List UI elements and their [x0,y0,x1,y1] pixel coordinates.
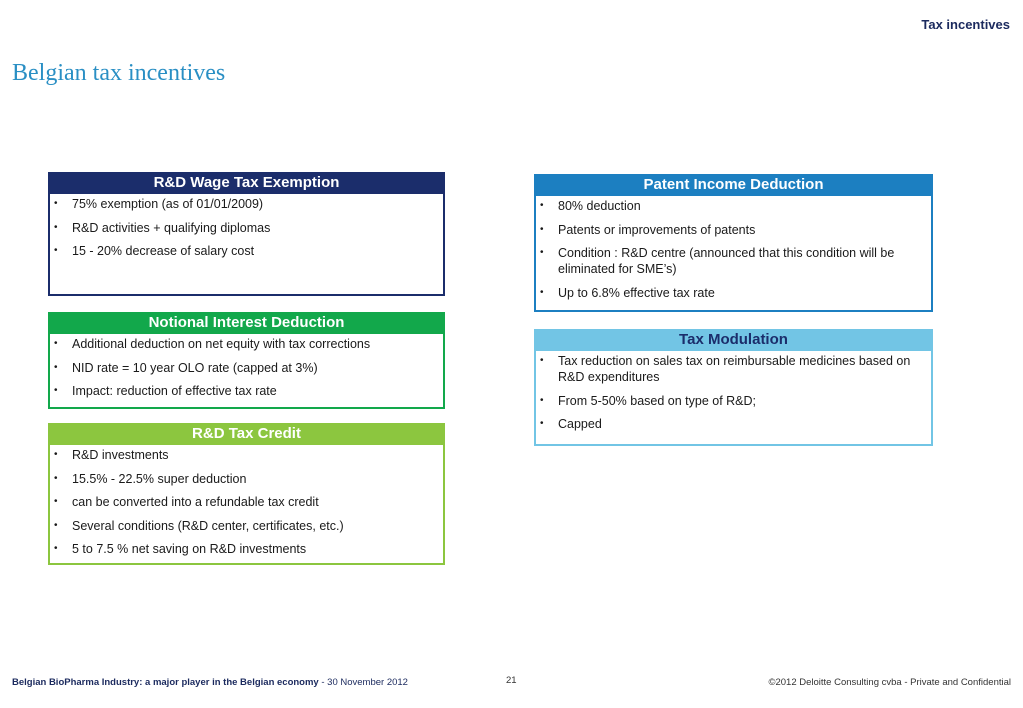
footer-copyright: ©2012 Deloitte Consulting cvba - Private and Confidential [768,677,1011,688]
box-header: Notional Interest Deduction [48,312,445,334]
bullet-list [50,445,443,557]
footer-title-bold: Belgian BioPharma Industry: a major player in the Belgian economy [12,677,319,688]
list-item: • 5 to 7.5 % net saving on R&D investments [54,542,307,556]
bullet-icon: • [540,286,544,298]
bullet-icon: • [54,361,58,373]
bullet-list [536,351,931,432]
box-rd-wage-tax-exemption [48,172,445,296]
page-title: Belgian tax incentives [12,60,226,86]
list-item: • Condition : R&D centre (announced that this condition will be eliminated for SME’s) [540,246,895,276]
list-item: • R&D activities + qualifying diplomas [54,220,271,235]
list-item: • can be converted into a refundable tax credit [54,495,319,509]
box-header: R&D Tax Credit [48,423,445,445]
bullet-icon: • [54,496,58,507]
list-item: • 80% deduction [540,199,641,213]
list-item: • Capped [540,417,602,431]
list-item: • Patents or improvements of patents [540,222,756,237]
bullet-list [50,194,443,259]
bullet-icon: • [54,338,58,349]
list-item: • NID rate = 10 year OLO rate (capped at 3%) [54,360,318,375]
list-item: • R&D investments [54,448,169,462]
bullet-icon: • [54,221,58,233]
list-item: • 15 - 20% decrease of salary cost [54,244,255,258]
list-item: • From 5-50% based on type of R&D; [540,393,757,408]
bullet-icon: • [540,418,544,429]
footer-document-title [12,677,408,688]
box-header: Tax Modulation [534,329,933,351]
page-number: 21 [506,675,517,686]
box-patent-income-deduction [534,174,933,312]
bullet-icon: • [54,543,58,554]
bullet-icon: • [540,200,544,211]
list-item: • 15.5% - 22.5% super deduction [54,471,247,486]
list-item: • Several conditions (R&D center, certificates, etc.) [54,518,344,533]
section-label: Tax incentives [921,17,1010,32]
bullet-icon: • [540,394,544,406]
bullet-list [536,196,931,301]
bullet-icon: • [54,519,58,531]
bullet-list [50,334,443,399]
bullet-icon: • [540,247,544,258]
bullet-icon: • [54,385,58,396]
box-notional-interest-deduction [48,312,445,409]
list-item: • Up to 6.8% effective tax rate [540,285,715,300]
bullet-icon: • [54,198,58,209]
bullet-icon: • [54,472,58,484]
bullet-icon: • [540,355,544,366]
bullet-icon: • [54,245,58,256]
box-rd-tax-credit [48,423,445,565]
list-item: • Additional deduction on net equity with tax corrections [54,337,371,351]
list-item: • Impact: reduction of effective tax rate [54,384,277,398]
footer-date: - 30 November 2012 [318,677,408,688]
list-item: • Tax reduction on sales tax on reimbursable medicines based on R&D expenditures [540,354,911,384]
bullet-icon: • [54,449,58,460]
list-item: • 75% exemption (as of 01/01/2009) [54,197,264,211]
box-tax-modulation [534,329,933,446]
box-header: R&D Wage Tax Exemption [48,172,445,194]
box-header: Patent Income Deduction [534,174,933,196]
bullet-icon: • [540,223,544,235]
